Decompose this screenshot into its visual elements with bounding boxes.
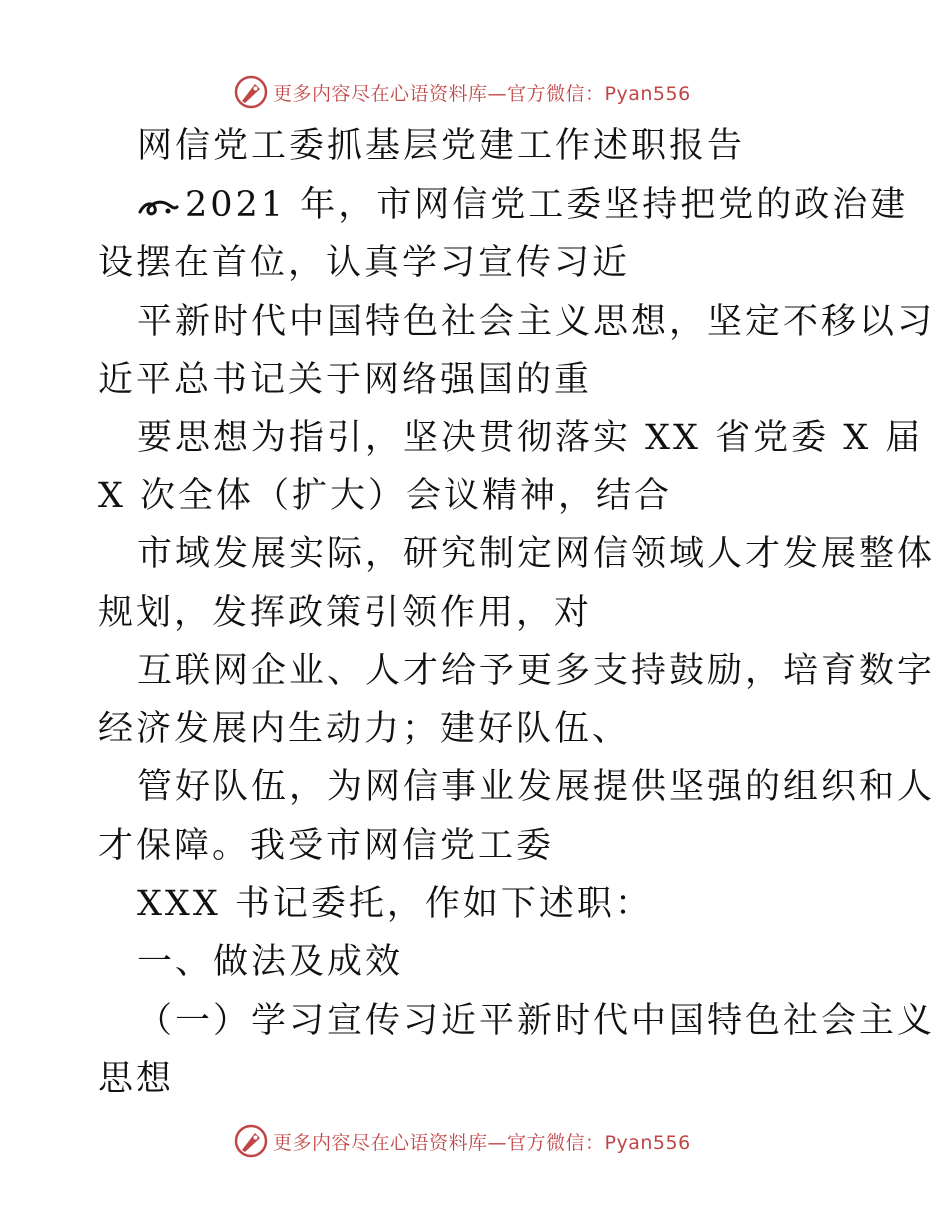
pen-nib-logo-icon bbox=[233, 74, 269, 110]
banner-text: 更多内容尽在心语资料库—官方微信：Pyan556 bbox=[273, 1131, 691, 1154]
paragraph-line-3: 平新时代中国特色社会主义思想，坚定不移以习 bbox=[137, 302, 936, 342]
paragraph-line-6: X 次全体（扩大）会议精神，结合 bbox=[98, 476, 673, 516]
header-banner bbox=[233, 72, 691, 112]
paragraph-line-12: 才保障。我受市网信党工委 bbox=[98, 826, 555, 866]
swirl-ornament-icon bbox=[137, 194, 179, 220]
subsection-heading-line-2: 思想 bbox=[98, 1059, 175, 1099]
pen-nib-logo-icon bbox=[233, 1123, 269, 1159]
subsection-heading-line-1: （一）学习宣传习近平新时代中国特色社会主义 bbox=[137, 1001, 936, 1041]
paragraph-line-7: 市域发展实际，研究制定网信领域人才发展整体 bbox=[137, 534, 936, 574]
paragraph-line-2: 设摆在首位，认真学习宣传习近 bbox=[98, 243, 631, 283]
document-title: 网信党工委抓基层党建工作述职报告 bbox=[137, 126, 746, 166]
footer-banner bbox=[233, 1121, 691, 1161]
paragraph-line-5: 要思想为指引，坚决贯彻落实 XX 省党委 X 届 bbox=[137, 418, 924, 458]
banner-text: 更多内容尽在心语资料库—官方微信：Pyan556 bbox=[273, 82, 691, 105]
paragraph-line-1 bbox=[137, 181, 908, 229]
paragraph-line-1-text: 2021 年，市网信党工委坚持把党的政治建 bbox=[185, 185, 909, 225]
paragraph-line-11: 管好队伍，为网信事业发展提供坚强的组织和人 bbox=[137, 767, 936, 807]
paragraph-line-13: XXX 书记委托，作如下述职： bbox=[137, 884, 653, 924]
paragraph-line-9: 互联网企业、人才给予更多支持鼓励，培育数字 bbox=[137, 651, 936, 691]
paragraph-line-8: 规划，发挥政策引领作用，对 bbox=[98, 593, 593, 633]
paragraph-line-10: 经济发展内生动力；建好队伍、 bbox=[98, 709, 631, 749]
paragraph-line-4: 近平总书记关于网络强国的重 bbox=[98, 360, 593, 400]
section-heading: 一、做法及成效 bbox=[137, 942, 404, 982]
